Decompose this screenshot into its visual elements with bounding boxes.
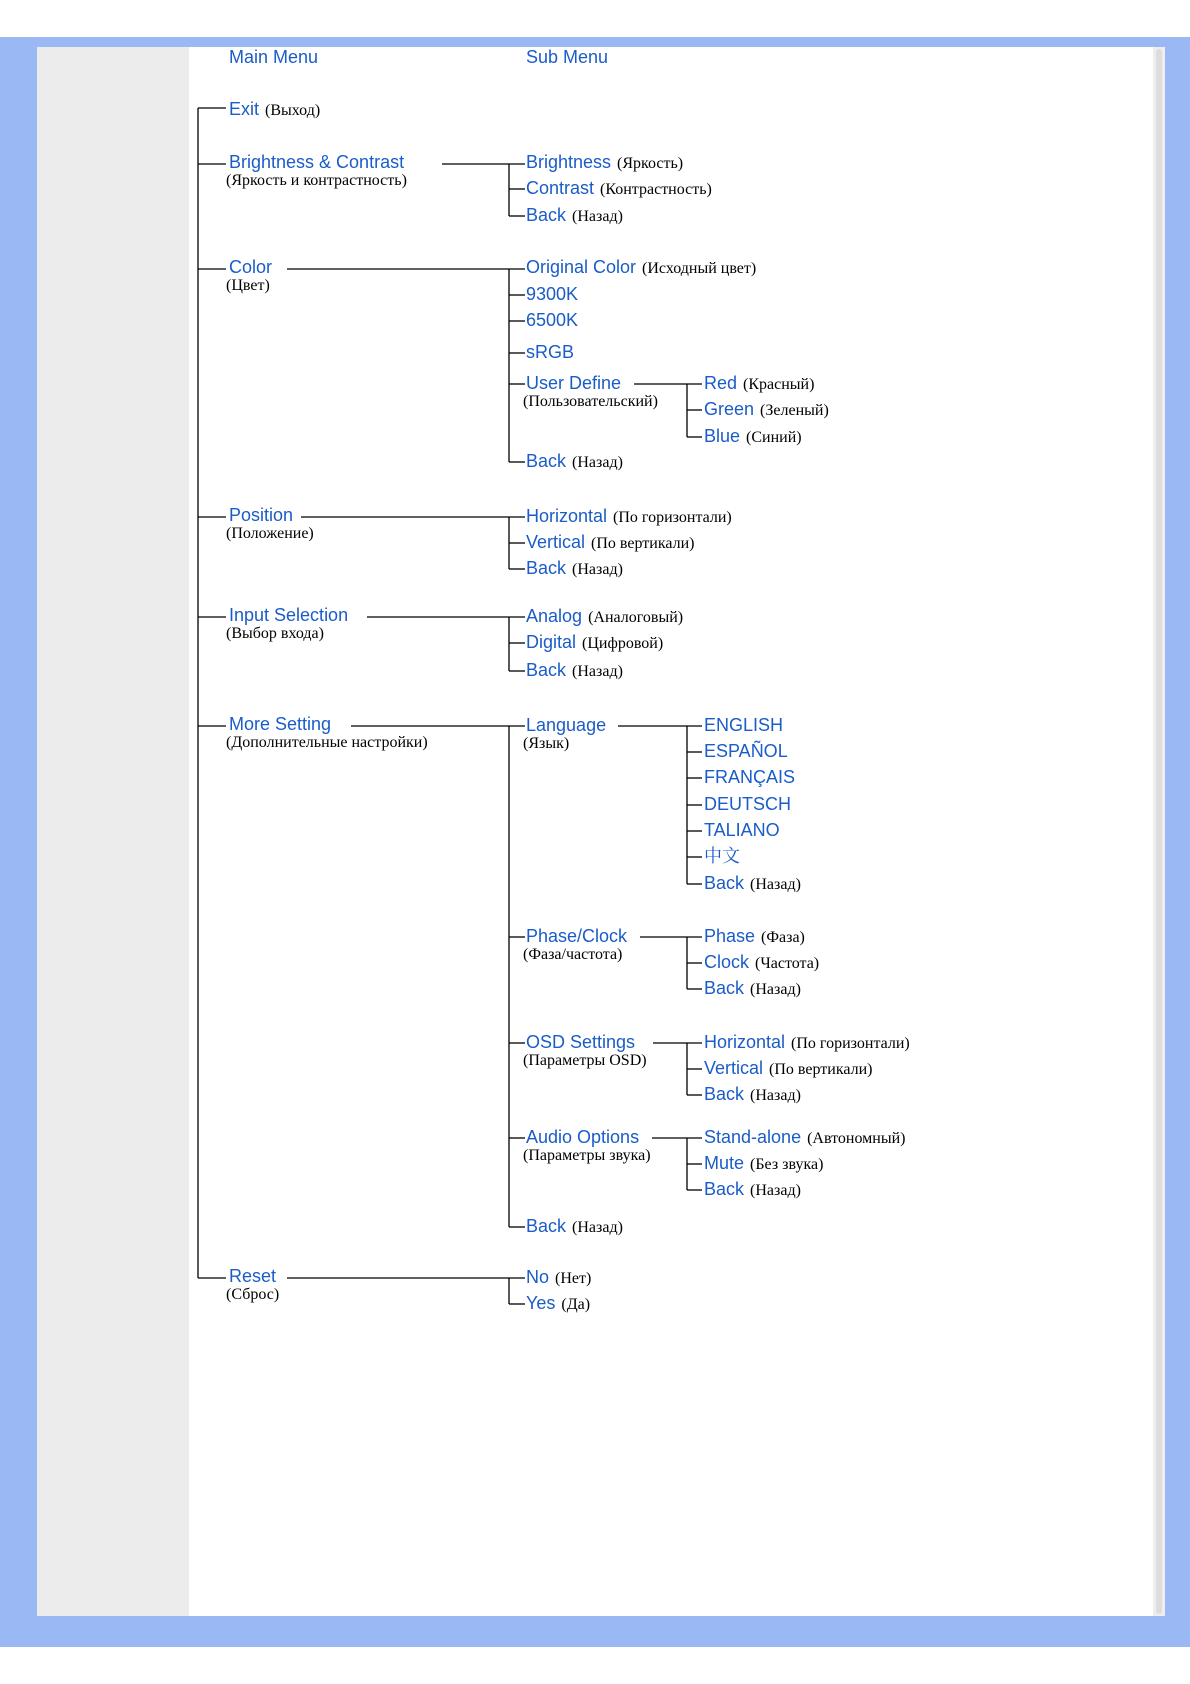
label-ru: (Контрастность) (600, 181, 712, 198)
label: Vertical (704, 1058, 764, 1078)
label-ru: (По горизонтали) (791, 1035, 910, 1052)
sub-item-audio-options[interactable] (523, 1127, 651, 1164)
label-ru: (Автономный) (807, 1130, 906, 1147)
label-ru: (Назад) (572, 208, 623, 225)
label: Reset (229, 1266, 277, 1286)
label-ru: (По горизонтали) (613, 509, 732, 526)
sub-item-phase[interactable] (704, 927, 805, 946)
label: DEUTSCH (704, 794, 792, 814)
sub-item-back[interactable] (704, 979, 801, 998)
label-ru: (Выход) (265, 102, 321, 119)
sub-item-analog[interactable] (526, 607, 683, 626)
label: Vertical (526, 532, 586, 552)
label: Analog (526, 606, 583, 626)
label-ru: (Дополнительные настройки) (226, 734, 428, 751)
label-ru: (Да) (561, 1296, 591, 1313)
sub-item-osd-settings[interactable] (523, 1032, 647, 1069)
label: Brightness & Contrast (229, 152, 405, 172)
label-ru: (Назад) (750, 981, 801, 998)
label: Horizontal (704, 1032, 786, 1052)
label-ru: (Назад) (750, 1182, 801, 1199)
sub-item-back[interactable] (704, 1085, 801, 1104)
sub-item-chinese[interactable] (704, 847, 740, 866)
sub-item-blue[interactable] (704, 427, 802, 446)
label: Back (526, 558, 567, 578)
label-ru: (Положение) (226, 525, 314, 542)
sub-item-9300k[interactable] (526, 285, 578, 304)
label-ru: (По вертикали) (769, 1061, 873, 1078)
label-ru: (Назад) (572, 454, 623, 471)
label: Digital (526, 632, 577, 652)
label-ru: (Назад) (750, 876, 801, 893)
label-ru: (Яркость) (617, 155, 684, 172)
label: FRANÇAIS (704, 767, 796, 787)
label-ru: (Параметры OSD) (523, 1052, 647, 1069)
label: Back (526, 1216, 567, 1236)
sub-item-horizontal[interactable] (526, 507, 732, 526)
label: Green (704, 399, 755, 419)
label: Exit (229, 99, 260, 119)
label-ru: (Цвет) (226, 277, 270, 294)
main-menu-header: Main Menu (229, 47, 319, 67)
label: ENGLISH (704, 715, 784, 735)
label-ru: (Фаза) (761, 929, 805, 946)
sub-item-back[interactable] (526, 452, 623, 471)
sub-item-francais[interactable] (704, 768, 795, 787)
label: Stand-alone (704, 1127, 802, 1147)
sub-item-digital[interactable] (526, 633, 663, 652)
label: Phase/Clock (526, 926, 628, 946)
label: TALIANO (704, 820, 780, 840)
label: Yes (526, 1293, 556, 1313)
sub-item-back[interactable] (704, 874, 801, 893)
menu-item-position[interactable] (226, 505, 314, 542)
label: Clock (704, 952, 750, 972)
label: Position (229, 505, 294, 525)
sub-item-6500k[interactable] (526, 311, 578, 330)
label: ESPAÑOL (704, 741, 788, 761)
label-ru: (Назад) (750, 1087, 801, 1104)
label: Back (526, 660, 567, 680)
label-ru: (Без звука) (750, 1156, 824, 1173)
label-ru: (Параметры звука) (523, 1147, 651, 1164)
sub-item-original-color[interactable] (526, 258, 756, 277)
sub-item-contrast[interactable] (526, 179, 712, 198)
sub-item-deutsch[interactable] (704, 795, 791, 814)
sub-item-mute[interactable] (704, 1154, 823, 1173)
label: Back (704, 873, 745, 893)
label-ru: (Синий) (746, 429, 802, 446)
sub-item-green[interactable] (704, 400, 829, 419)
label: OSD Settings (526, 1032, 636, 1052)
label: User Define (526, 373, 622, 393)
label: Blue (704, 426, 741, 446)
sub-item-srgb[interactable] (526, 343, 574, 362)
sub-item-back[interactable] (526, 1217, 623, 1236)
sub-item-osd-vertical[interactable] (704, 1059, 872, 1078)
sub-item-osd-horizontal[interactable] (704, 1033, 910, 1052)
label: 中文 (704, 846, 740, 866)
menu-item-more-setting[interactable] (226, 714, 428, 751)
sub-item-clock[interactable] (704, 953, 819, 972)
label-ru: (Красный) (743, 376, 815, 393)
sub-item-brightness[interactable] (526, 153, 683, 172)
label: Audio Options (526, 1127, 640, 1147)
label-ru: (Цифровой) (582, 635, 664, 652)
sub-item-vertical[interactable] (526, 533, 694, 552)
label-ru: (Язык) (523, 735, 570, 752)
menu-item-color[interactable] (226, 257, 273, 294)
label-ru: (Назад) (572, 561, 623, 578)
label: sRGB (526, 342, 575, 362)
sub-item-yes[interactable] (526, 1294, 590, 1313)
label-ru: (Пользовательский) (523, 393, 658, 410)
menu-item-input-selection[interactable] (226, 605, 349, 642)
label: Language (526, 715, 607, 735)
sub-item-red[interactable] (704, 374, 814, 393)
label: Mute (704, 1153, 745, 1173)
sub-item-language[interactable] (523, 715, 607, 752)
sub-item-no[interactable] (526, 1268, 591, 1287)
sub-item-stand-alone[interactable] (704, 1128, 905, 1147)
label: More Setting (229, 714, 332, 734)
label: Phase (704, 926, 756, 946)
label: No (526, 1267, 550, 1287)
label-ru: (Нет) (555, 1270, 592, 1287)
label: Back (704, 1084, 745, 1104)
label-ru: (По вертикали) (591, 535, 695, 552)
label-ru: (Аналоговый) (588, 609, 684, 626)
label: Horizontal (526, 506, 608, 526)
label: Back (704, 1179, 745, 1199)
sub-item-italiano[interactable] (704, 821, 780, 840)
sub-item-phase-clock[interactable] (523, 926, 628, 963)
label-ru: (Выбор входа) (226, 625, 324, 642)
label-ru: (Яркость и контрастность) (226, 172, 407, 189)
sub-item-back[interactable] (526, 661, 623, 680)
label-ru: (Частота) (755, 955, 820, 972)
sub-item-user-define[interactable] (523, 373, 658, 410)
label: Original Color (526, 257, 637, 277)
label: Contrast (526, 178, 595, 198)
menu-item-reset[interactable] (226, 1266, 280, 1303)
sub-item-english[interactable] (704, 716, 783, 735)
label: Input Selection (229, 605, 349, 625)
label: Back (526, 205, 567, 225)
sub-item-espanol[interactable] (704, 742, 788, 761)
sub-item-back[interactable] (526, 559, 623, 578)
menu-item-exit[interactable] (229, 100, 320, 119)
label-ru: (Фаза/частота) (523, 946, 623, 963)
sub-menu-header: Sub Menu (526, 47, 609, 67)
label: Back (526, 451, 567, 471)
label: 9300K (526, 284, 579, 304)
label-ru: (Назад) (572, 663, 623, 680)
label-ru: (Исходный цвет) (642, 260, 757, 277)
sub-item-back[interactable] (704, 1180, 801, 1199)
label: Color (229, 257, 273, 277)
label: 6500K (526, 310, 579, 330)
sub-item-back[interactable] (526, 206, 623, 225)
label: Back (704, 978, 745, 998)
menu-item-brightness-contrast[interactable] (226, 152, 407, 189)
label-ru: (Назад) (572, 1219, 623, 1236)
label: Red (704, 373, 738, 393)
label: Brightness (526, 152, 612, 172)
label-ru: (Зеленый) (760, 402, 829, 419)
label-ru: (Сброс) (226, 1286, 280, 1303)
